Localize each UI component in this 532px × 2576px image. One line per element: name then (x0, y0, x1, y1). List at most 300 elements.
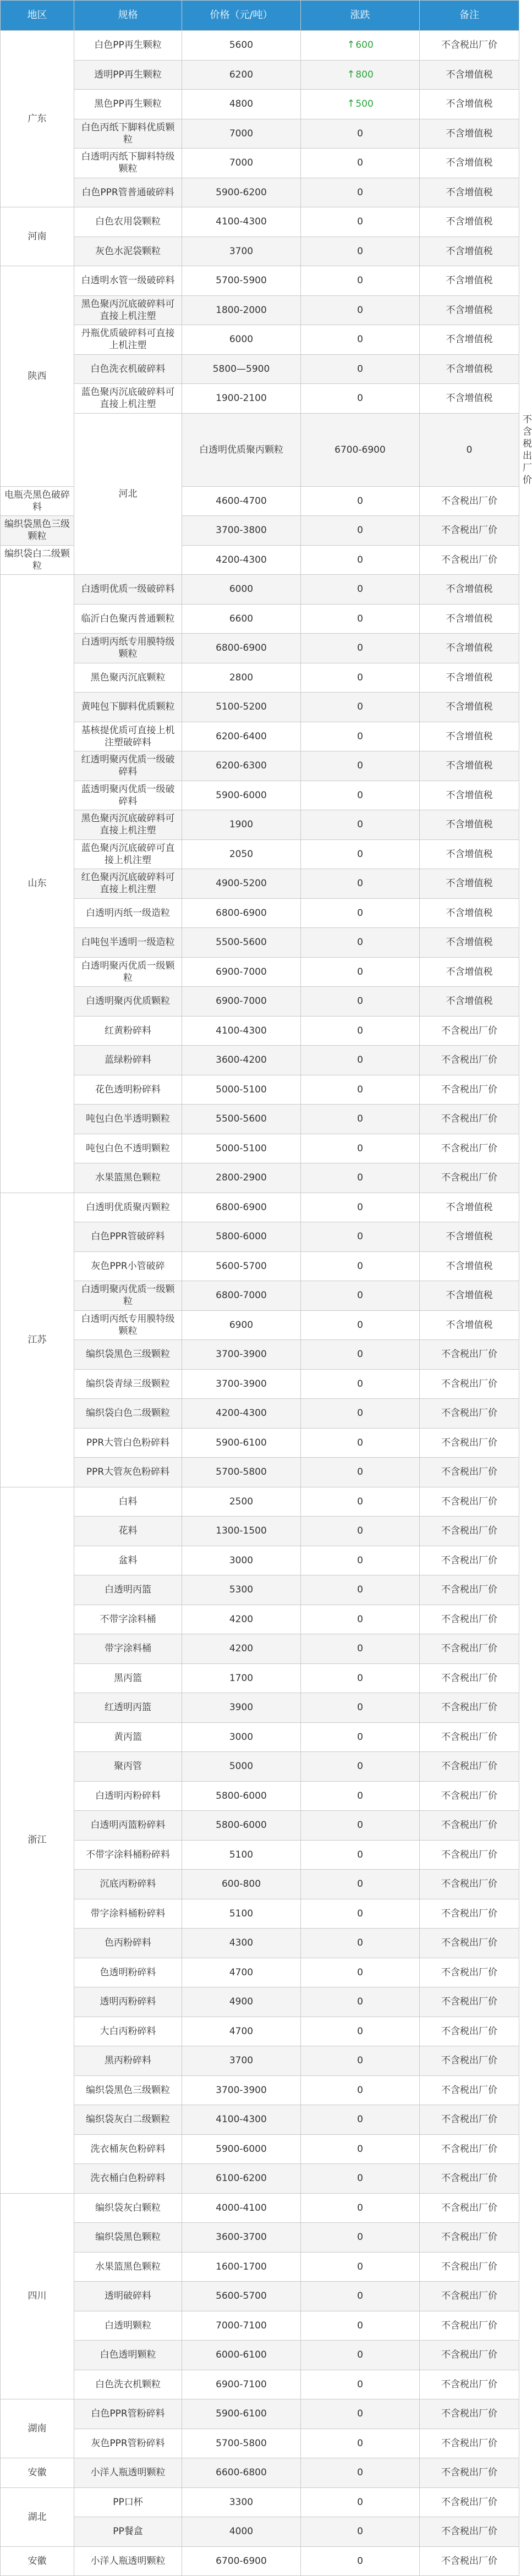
table-row (1, 178, 519, 207)
spec-cell: 灰色水泥袋颗粒 (74, 237, 182, 266)
spec-cell: 花色透明粉碎料 (74, 1075, 182, 1105)
spec-cell: 白透明颗粒 (74, 2311, 182, 2341)
table-row (1, 2487, 519, 2517)
change-value: 800 (355, 69, 374, 80)
table-row (1, 2311, 519, 2341)
note-cell: 不含增值税 (420, 1222, 519, 1252)
table-row (1, 1163, 519, 1193)
table-row (1, 1752, 519, 1782)
change-value: 600 (355, 40, 374, 51)
note-cell: 不含税出厂价 (420, 2341, 519, 2370)
note-cell: 不含税出厂价 (420, 2075, 519, 2105)
note-cell: 不含税出厂价 (420, 1046, 519, 1075)
table-row (1, 2075, 519, 2105)
spec-cell: 黑色聚丙沉底破碎料可直接上机注塑 (74, 295, 182, 325)
spec-cell: 透明PP再生颗粒 (74, 60, 182, 90)
price-cell: 4700 (182, 2017, 301, 2046)
spec-cell: 白透明聚丙优质一级颗粒 (74, 957, 182, 987)
price-cell: 5100-5200 (182, 693, 301, 722)
price-cell: 3900 (182, 1693, 301, 1723)
table-row (1, 1929, 519, 1958)
table-row (1, 1811, 519, 1841)
note-cell: 不含税出厂价 (420, 2399, 519, 2429)
price-cell: 3600-3700 (182, 2223, 301, 2253)
spec-cell: 透明破碎料 (74, 2282, 182, 2311)
price-cell: 3600-4200 (182, 1046, 301, 1075)
spec-cell: PPR大管白色粉碎料 (74, 1428, 182, 1458)
table-row (1, 869, 519, 899)
region-cell: 江苏 (1, 1193, 74, 1487)
table-row (1, 604, 519, 634)
spec-cell: 洗衣桶灰色粉碎料 (74, 2134, 182, 2164)
table-row (1, 2458, 519, 2488)
change-cell: 0 (301, 781, 420, 810)
note-cell: 不含税出厂价 (420, 1722, 519, 1752)
table-row (1, 266, 519, 296)
price-cell: 6800-7000 (182, 1281, 301, 1311)
price-cell: 4600-4700 (182, 486, 301, 516)
table-row (1, 1251, 519, 1281)
note-cell: 不含税出厂价 (420, 1752, 519, 1782)
spec-cell: 白透明丙篮粉碎料 (74, 1811, 182, 1841)
table-row (1, 1428, 519, 1458)
change-value: 500 (355, 98, 374, 110)
note-cell: 不含税出厂价 (420, 545, 519, 575)
table-row (1, 957, 519, 987)
price-cell: 4900-5200 (182, 869, 301, 899)
spec-cell: 编织袋黑色三级颗粒 (74, 1340, 182, 1370)
price-cell: 5300 (182, 1575, 301, 1605)
spec-cell: 白透明丙纸下脚料特级颗粒 (74, 149, 182, 178)
note-cell: 不含税出厂价 (420, 1663, 519, 1693)
table-row (1, 384, 519, 414)
table-row (1, 2517, 519, 2547)
note-cell: 不含增值税 (420, 781, 519, 810)
spec-cell: 白透明丙纸专用膜特级颗粒 (74, 1310, 182, 1340)
note-cell: 不含增值税 (420, 119, 519, 149)
note-cell: 不含税出厂价 (420, 2429, 519, 2458)
price-cell: 6700-6900 (182, 2546, 301, 2576)
table-row (1, 1870, 519, 1899)
note-cell: 不含税出厂价 (420, 1987, 519, 2017)
note-cell: 不含税出厂价 (420, 1369, 519, 1399)
spec-cell: 白色PPR管破碎料 (74, 1222, 182, 1252)
price-cell: 6900 (182, 1310, 301, 1340)
region-cell: 河南 (1, 207, 74, 266)
note-cell: 不含税出厂价 (420, 2517, 519, 2547)
note-cell: 不含税出厂价 (420, 2017, 519, 2046)
table-row (1, 1016, 519, 1046)
spec-cell: 编织袋白色二级颗粒 (74, 1399, 182, 1429)
change-cell: 0 (301, 545, 420, 575)
table-row (1, 1663, 519, 1693)
change-cell: 0 (301, 486, 420, 516)
table-row (1, 1458, 519, 1487)
note-cell: 不含税出厂价 (420, 2223, 519, 2253)
spec-cell: 红透明聚丙优质一级破碎料 (74, 751, 182, 781)
spec-cell: 色透明粉碎料 (74, 1958, 182, 1987)
table-row (1, 1722, 519, 1752)
note-cell: 不含增值税 (420, 266, 519, 296)
change-cell: 0 (301, 295, 420, 325)
table-row (1, 325, 519, 355)
spec-cell: 带字涂料桶 (74, 1634, 182, 1664)
note-cell: 不含税出厂价 (420, 2311, 519, 2341)
spec-cell: 红色聚丙沉底破碎料可直接上机注塑 (74, 869, 182, 899)
change-cell: 0 (301, 1517, 420, 1546)
table-row (1, 2546, 519, 2576)
change-cell: 0 (301, 751, 420, 781)
table-row (1, 354, 519, 384)
change-cell: 0 (301, 1163, 420, 1193)
price-cell: 5600 (182, 31, 301, 61)
note-cell: 不含增值税 (420, 207, 519, 237)
change-cell: 0 (301, 2487, 420, 2517)
price-cell: 6900-7000 (182, 987, 301, 1017)
price-cell: 3300 (182, 2487, 301, 2517)
header-price: 价格（元/吨） (182, 1, 301, 31)
price-cell: 6600 (182, 604, 301, 634)
spec-cell: 白透明优质聚丙颗粒 (74, 1193, 182, 1222)
price-cell: 2500 (182, 1487, 301, 1517)
spec-cell: 白透明优质聚丙颗粒 (182, 413, 301, 486)
header-region: 地区 (1, 1, 74, 31)
change-cell: 0 (301, 634, 420, 663)
change-cell: 0 (301, 1046, 420, 1075)
spec-cell: 蓝色聚丙沉底破碎可直接上机注塑 (74, 839, 182, 869)
table-row (1, 2046, 519, 2076)
change-cell: 0 (301, 2252, 420, 2282)
price-cell: 5500-5600 (182, 1105, 301, 1134)
price-cell: 5800-6000 (182, 1781, 301, 1811)
spec-cell: 白透明聚丙优质一级颗粒 (74, 1281, 182, 1311)
price-cell: 5600-5700 (182, 2282, 301, 2311)
price-cell: 600-800 (182, 1870, 301, 1899)
spec-cell: 白吨包半透明一级造粒 (74, 928, 182, 958)
note-cell: 不含增值税 (420, 604, 519, 634)
note-cell: 不含税出厂价 (420, 1811, 519, 1841)
note-cell: 不含税出厂价 (420, 2105, 519, 2135)
note-cell: 不含税出厂价 (420, 1958, 519, 1987)
table-row (1, 2341, 519, 2370)
note-cell: 不含税出厂价 (420, 1929, 519, 1958)
change-cell: 0 (301, 1722, 420, 1752)
change-cell: 0 (301, 604, 420, 634)
price-cell: 5800-6000 (182, 1222, 301, 1252)
change-cell: 0 (301, 2075, 420, 2105)
change-cell: 0 (301, 1575, 420, 1605)
spec-cell: 不带字涂料桶粉碎料 (74, 1840, 182, 1870)
change-cell: 0 (301, 207, 420, 237)
spec-cell: 临沂白色聚丙普通颗粒 (74, 604, 182, 634)
note-cell: 不含增值税 (420, 354, 519, 384)
note-cell: 不含增值税 (420, 1310, 519, 1340)
note-cell: 不含税出厂价 (420, 2193, 519, 2223)
spec-cell: 黑丙粉碎料 (74, 2046, 182, 2076)
price-cell: 3700-3800 (182, 516, 301, 546)
change-cell: 0 (301, 1781, 420, 1811)
note-cell: 不含增值税 (420, 663, 519, 693)
price-cell: 6000-6100 (182, 2341, 301, 2370)
price-cell: 4200 (182, 1634, 301, 1664)
table-row (1, 1546, 519, 1575)
note-cell: 不含增值税 (420, 295, 519, 325)
price-cell: 6800-6900 (182, 634, 301, 663)
change-cell: 0 (301, 2517, 420, 2547)
change-cell: 0 (301, 516, 420, 546)
price-cell: 3700-3900 (182, 1369, 301, 1399)
note-cell: 不含税出厂价 (420, 2370, 519, 2399)
price-cell: 4800 (182, 90, 301, 119)
change-cell: 0 (301, 2017, 420, 2046)
price-cell: 5900-6000 (182, 781, 301, 810)
change-cell: 0 (301, 178, 420, 207)
price-cell: 5900-6000 (182, 2134, 301, 2164)
table-row (1, 928, 519, 958)
change-cell: 0 (301, 1251, 420, 1281)
header-spec: 规格 (74, 1, 182, 31)
up-arrow-icon: ↑ (347, 68, 355, 80)
spec-cell: 基核提优质可直接上机注塑破碎料 (74, 722, 182, 751)
price-cell: 4100-4300 (182, 207, 301, 237)
table-row (1, 575, 519, 605)
change-cell: 0 (301, 575, 420, 605)
table-row (1, 60, 519, 90)
table-row (1, 295, 519, 325)
table-row (1, 781, 519, 810)
price-cell: 6200 (182, 60, 301, 90)
note-cell: 不含增值税 (420, 149, 519, 178)
table-row (1, 634, 519, 663)
table-row (1, 2252, 519, 2282)
region-cell: 安徽 (1, 2458, 74, 2488)
price-cell: 5000-5100 (182, 1075, 301, 1105)
price-cell: 5500-5600 (182, 928, 301, 958)
table-body (1, 31, 532, 2576)
note-cell: 不含增值税 (420, 693, 519, 722)
spec-cell: 红透明丙篮 (74, 1693, 182, 1723)
change-cell: 0 (301, 2134, 420, 2164)
note-cell: 不含增值税 (420, 839, 519, 869)
change-cell: 0 (301, 1340, 420, 1370)
note-cell: 不含税出厂价 (420, 486, 519, 516)
spec-cell: 白色洗衣机破碎料 (74, 354, 182, 384)
table-row (1, 2134, 519, 2164)
table-row (1, 751, 519, 781)
spec-cell: 编织袋灰白二级颗粒 (74, 2105, 182, 2135)
price-cell: 5900-6100 (182, 2399, 301, 2429)
spec-cell: 黑色聚丙沉底破碎料可直接上机注塑 (74, 810, 182, 840)
header-note: 备注 (420, 1, 519, 31)
change-cell: 0 (301, 2429, 420, 2458)
note-cell: 不含税出厂价 (420, 1634, 519, 1664)
price-cell: 6100-6200 (182, 2164, 301, 2194)
region-cell: 湖南 (1, 2399, 74, 2458)
price-cell: 4200-4300 (182, 545, 301, 575)
change-cell: 0 (301, 869, 420, 899)
spec-cell: 编织袋黑色颗粒 (74, 2223, 182, 2253)
note-cell: 不含增值税 (420, 957, 519, 987)
price-cell: 3000 (182, 1722, 301, 1752)
table-row (1, 810, 519, 840)
change-cell: 0 (301, 663, 420, 693)
price-cell: 4000-4100 (182, 2193, 301, 2223)
price-cell: 5700-5800 (182, 2429, 301, 2458)
spec-cell: 沉底丙粉碎料 (74, 1870, 182, 1899)
change-cell: 0 (301, 1605, 420, 1634)
change-cell (301, 31, 420, 61)
spec-cell: 白色透明颗粒 (74, 2341, 182, 2370)
change-cell: 0 (301, 1811, 420, 1841)
note-cell: 不含增值税 (420, 987, 519, 1017)
note-cell: 不含税出厂价 (420, 1016, 519, 1046)
table-row (1, 2370, 519, 2399)
table-row (1, 693, 519, 722)
change-cell: 0 (420, 413, 519, 486)
note-cell: 不含税出厂价 (420, 2164, 519, 2194)
price-cell: 6900-7100 (182, 2370, 301, 2399)
change-cell: 0 (301, 266, 420, 296)
change-cell: 0 (301, 1399, 420, 1429)
change-cell: 0 (301, 2399, 420, 2429)
change-cell: 0 (301, 2223, 420, 2253)
change-cell: 0 (301, 1929, 420, 1958)
spec-cell: 聚丙管 (74, 1752, 182, 1782)
spec-cell: 白色丙纸下脚料优质颗粒 (74, 119, 182, 149)
price-cell: 3000 (182, 1546, 301, 1575)
spec-cell: 盆料 (74, 1546, 182, 1575)
note-cell: 不含增值税 (420, 60, 519, 90)
spec-cell: 色丙粉碎料 (74, 1929, 182, 1958)
spec-cell: 白透明丙纸专用膜特级颗粒 (74, 634, 182, 663)
spec-cell: 白料 (74, 1487, 182, 1517)
change-cell: 0 (301, 810, 420, 840)
change-cell: 0 (301, 2046, 420, 2076)
change-cell: 0 (301, 384, 420, 414)
change-cell: 0 (301, 2105, 420, 2135)
change-cell: 0 (301, 1987, 420, 2017)
change-cell: 0 (301, 1134, 420, 1163)
change-cell: 0 (301, 2458, 420, 2488)
spec-cell: 小洋人瓶透明颗粒 (74, 2458, 182, 2488)
table-row (1, 1075, 519, 1105)
change-cell: 0 (301, 987, 420, 1017)
change-cell: 0 (301, 2311, 420, 2341)
spec-cell: 黄丙篮 (74, 1722, 182, 1752)
change-cell: 0 (301, 693, 420, 722)
change-cell: 0 (301, 354, 420, 384)
spec-cell: 蓝透明聚丙优质一级破碎料 (74, 781, 182, 810)
price-cell: 7000 (182, 119, 301, 149)
price-cell: 5800-6000 (182, 1811, 301, 1841)
spec-cell: 白色PPR管粉碎料 (74, 2399, 182, 2429)
table-row (1, 31, 519, 61)
change-cell: 0 (301, 325, 420, 355)
spec-cell: 水果篮黑色颗粒 (74, 2252, 182, 2282)
change-cell: 0 (301, 1663, 420, 1693)
note-cell: 不含税出厂价 (420, 1075, 519, 1105)
change-cell: 0 (301, 2164, 420, 2194)
table-row (1, 1281, 519, 1311)
note-cell: 不含税出厂价 (420, 31, 519, 61)
note-cell: 不含增值税 (420, 237, 519, 266)
change-cell: 0 (301, 1193, 420, 1222)
note-cell: 不含增值税 (420, 869, 519, 899)
spec-cell: 黑色聚丙沉底颗粒 (74, 663, 182, 693)
price-cell: 2800 (182, 663, 301, 693)
note-cell: 不含税出厂价 (420, 2546, 519, 2576)
table-row (1, 90, 519, 119)
price-cell: 5800—5900 (182, 354, 301, 384)
price-cell: 6900-7000 (182, 957, 301, 987)
spec-cell: 丹瓶优质破碎料可直接上机注塑 (74, 325, 182, 355)
table-row (1, 1134, 519, 1163)
change-cell: 0 (301, 1281, 420, 1311)
change-cell: 0 (301, 2370, 420, 2399)
price-cell: 3700 (182, 237, 301, 266)
spec-cell: 编织袋灰白颗粒 (74, 2193, 182, 2223)
table-header (1, 1, 519, 31)
spec-cell: 白透明水管一级破碎料 (74, 266, 182, 296)
spec-cell: 白色PPR管普通破碎料 (74, 178, 182, 207)
change-cell: 0 (301, 1899, 420, 1929)
spec-cell: 编织袋青绿三级颗粒 (74, 1369, 182, 1399)
table-row (1, 1987, 519, 2017)
price-cell: 7000 (182, 149, 301, 178)
table-row (1, 1046, 519, 1075)
table-row: 河北 白透明优质聚丙颗粒 6700-6900 0 不含税出厂价 (1, 413, 519, 486)
change-cell: 0 (301, 1369, 420, 1399)
price-cell: 5100 (182, 1899, 301, 1929)
spec-cell: 编织袋黑色三级颗粒 (1, 516, 74, 546)
price-cell: 5600-5700 (182, 1251, 301, 1281)
spec-cell: 红黄粉碎料 (74, 1016, 182, 1046)
note-cell: 不含税出厂价 (420, 1546, 519, 1575)
spec-cell: 黑色PP再生颗粒 (74, 90, 182, 119)
note-cell: 不含税出厂价 (420, 1517, 519, 1546)
table-row (1, 1634, 519, 1664)
note-cell: 不含税出厂价 (420, 1428, 519, 1458)
note-cell: 不含税出厂价 (420, 516, 519, 546)
price-cell: 4700 (182, 1958, 301, 1987)
spec-cell: 编织袋白二级颗粒 (1, 545, 74, 575)
region-cell: 安徽 (1, 2546, 74, 2576)
change-cell: 0 (301, 149, 420, 178)
price-cell: 3700 (182, 2046, 301, 2076)
table-row (1, 898, 519, 928)
spec-cell: 白色PP再生颗粒 (74, 31, 182, 61)
spec-cell: 不带字涂料桶 (74, 1605, 182, 1634)
price-cell: 5000 (182, 1752, 301, 1782)
spec-cell: 吨包白色不透明颗粒 (74, 1134, 182, 1163)
up-arrow-icon: ↑ (347, 39, 355, 51)
change-cell: 0 (301, 2282, 420, 2311)
note-cell: 不含增值税 (420, 722, 519, 751)
spec-cell: PP餐盒 (74, 2517, 182, 2547)
note-cell: 不含税出厂价 (420, 2252, 519, 2282)
spec-cell: 编织袋黑色三级颗粒 (74, 2075, 182, 2105)
change-cell: 0 (301, 237, 420, 266)
spec-cell: 白透明丙纸一级造粒 (74, 898, 182, 928)
table-row (1, 237, 519, 266)
spec-cell: 白透明优质一级破碎料 (74, 575, 182, 605)
up-arrow-icon: ↑ (347, 98, 355, 110)
price-cell: 6000 (182, 325, 301, 355)
spec-cell: 灰色PPR小管破碎 (74, 1251, 182, 1281)
region-cell: 四川 (1, 2193, 74, 2399)
price-cell: 5700-5900 (182, 266, 301, 296)
table-row (1, 207, 519, 237)
